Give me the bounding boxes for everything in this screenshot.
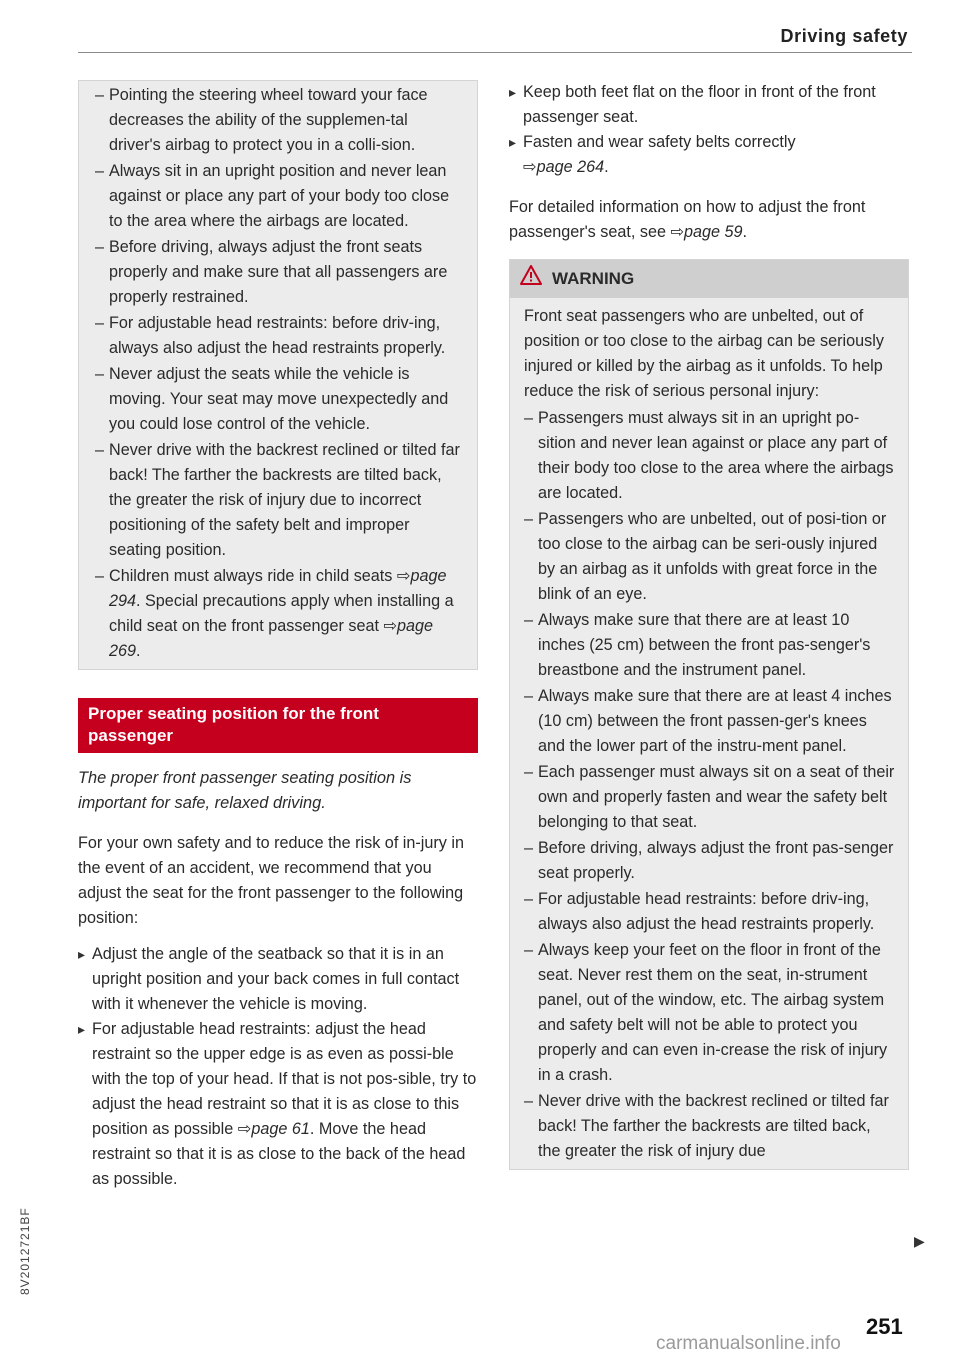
warning-triangle-icon [520, 265, 542, 293]
instruction-item: ▸ Adjust the angle of the seatback so that it is in an upright position and your back comes in full contact with it whenever the vehicle is moving. [78, 942, 478, 1017]
continue-arrow-icon: ▶ [914, 1233, 925, 1249]
list-item: – Each passenger must always sit on a seat of their own and properly fasten and wear the safety belt belonging to that seat. [524, 760, 896, 835]
item-text: . [136, 642, 141, 660]
item-text: . Move the head restraint so that it is as close to the back of the head as possible. [92, 1120, 466, 1188]
warning-body [510, 298, 908, 1169]
list-item: – Never adjust the seats while the vehicle is moving. Your seat may move unexpectedly and you could lose control of the vehicle. [95, 362, 463, 437]
page-reference-link[interactable]: ⇨page 294 [109, 567, 447, 610]
info-paragraph [509, 195, 909, 245]
section-heading: Proper seating position for the front passenger [78, 698, 478, 753]
list-item: – Always keep your feet on the floor in front of the seat. Never rest them on the seat, in-strument panel, out of the window, etc. The airbag system and safety belt will not be able to protect you properly and can even in-crease the risk of injury in a crash. [524, 938, 896, 1088]
item-text: . [604, 158, 609, 176]
left-column [78, 80, 478, 1192]
page-number: 251 [866, 1314, 903, 1339]
list-item: – Pointing the steering wheel toward your face decreases the ability of the supplemen-tal driver's airbag to protect you in a colli-sion. [95, 83, 463, 158]
page-reference-link[interactable]: ⇨page 59 [670, 223, 743, 241]
section-paragraph: For your own safety and to reduce the risk of in-jury in the event of an accident, we recommend that you adjust the seat for the front passenger to the following position: [78, 834, 464, 927]
instruction-item [509, 130, 909, 180]
left-warning-continuation-box [78, 80, 478, 670]
item-text: Children must always ride in child seats [109, 567, 393, 585]
warning-box [509, 259, 909, 1170]
list-item: – Always make sure that there are at least 10 inches (25 cm) between the front pas-senger's breastbone and the instrument panel. [524, 608, 896, 683]
instruction-list [78, 942, 478, 1192]
paragraph-text: . [742, 223, 748, 241]
list-item: – Never drive with the backrest reclined or tilted far back! The farther the backrests are tilted back, the greater the risk of injury due [524, 1089, 896, 1164]
list-item: – Passengers must always sit in an upright po-sition and never lean against or place any part of their body too close to the area where the airbags are located. [524, 406, 896, 506]
item-text: Fasten and wear safety belts correctly [523, 133, 796, 151]
item-text: . Special precautions apply when installing a child seat on the front passenger seat [109, 592, 454, 635]
right-column [509, 80, 909, 1170]
list-item [95, 564, 463, 664]
item-text: For adjustable head restraints: adjust the head restraint so the upper edge is as even as possi-ble with the top of your head. If that is not pos-sible, try to adjust the head restraint so that it is as close to this position as possible [92, 1020, 477, 1138]
warning-intro: Front seat passengers who are unbelted, out of position or too close to the airbag can be seriously injured or killed by the airbag as it unfolds. To help reduce the risk of serious personal injury: [524, 307, 884, 400]
list-item: – Before driving, always adjust the front seats properly and make sure that all passengers are properly restrained. [95, 235, 463, 310]
list-item: – Before driving, always adjust the front pas-senger seat properly. [524, 836, 896, 886]
paragraph-text: For detailed information on how to adjust the front passenger's seat, see [509, 198, 866, 241]
warning-title: WARNING [552, 269, 635, 288]
instruction-item [78, 1017, 478, 1192]
instruction-list [509, 80, 909, 180]
list-item: – For adjustable head restraints: before driv-ing, always also adjust the head restraints properly. [524, 887, 896, 937]
list-item: – Never drive with the backrest reclined or tilted far back! The farther the backrests are tilted back, the greater the risk of injury due to incorrect positioning of the safety belt and improper seating position. [95, 438, 463, 563]
section-intro: The proper front passenger seating position is important for safe, relaxed driving. [78, 769, 412, 812]
page-reference-link[interactable]: ⇨page 264 [523, 158, 605, 176]
watermark: carmanualsonline.info [656, 1333, 841, 1354]
document-code-text: 8V2012721BF [18, 1207, 32, 1295]
list-item: – Always make sure that there are at least 4 inches (10 cm) between the front passen-ger's knees and the lower part of the instru-ment panel. [524, 684, 896, 759]
page-reference-link[interactable]: ⇨page 61 [237, 1120, 310, 1138]
header-divider [78, 52, 912, 53]
instruction-item: ▸ Keep both feet flat on the floor in front of the front passenger seat. [509, 80, 909, 130]
list-item: – For adjustable head restraints: before driv-ing, always also adjust the head restraints properly. [95, 311, 463, 361]
page-reference-link[interactable]: ⇨page 269 [109, 617, 434, 660]
list-item: – Passengers who are unbelted, out of posi-tion or too close to the airbag can be seri-ously injured by an airbag as it unfolds with great force in the blink of an eye. [524, 507, 896, 607]
page-header-title: Driving safety [780, 26, 908, 46]
warning-header [510, 260, 908, 298]
list-item: – Always sit in an upright position and never lean against or place any part of your body too close to the area where the airbags are located. [95, 159, 463, 234]
